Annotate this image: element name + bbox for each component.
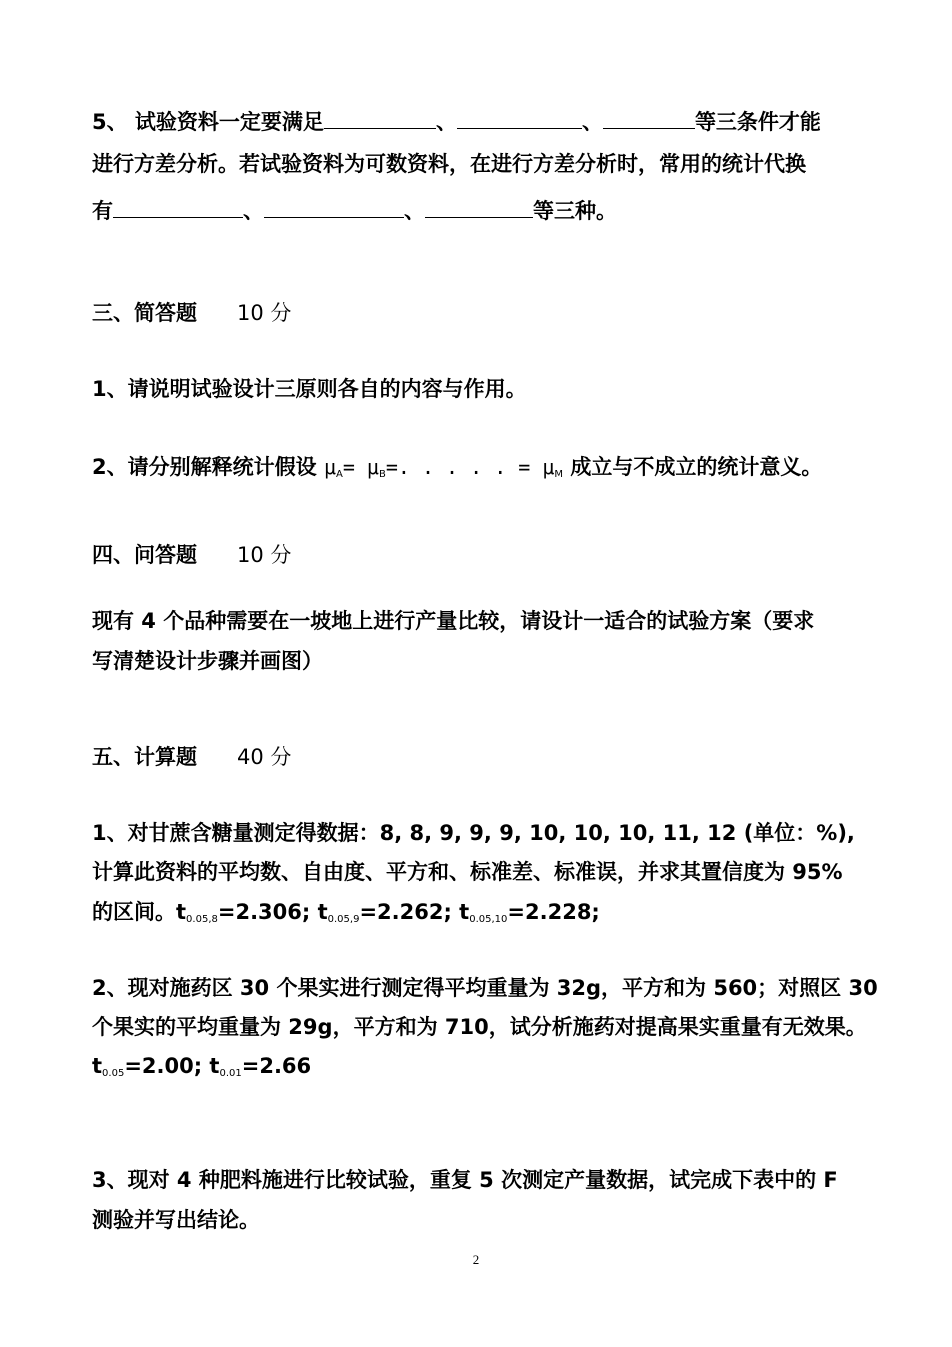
q5-text-d: 等三种。 [533, 199, 617, 223]
problem2-line-2: 个果实的平均重量为 29g，平方和为 710，试分析施药对提高果实重量有无效果。 [92, 1015, 867, 1039]
section3-q2 [92, 452, 872, 490]
q5-line-1 [92, 106, 872, 137]
blank-5 [264, 195, 404, 218]
problem2-line-1: 2、现对施药区 30 个果实进行测定得平均重量为 32g，平方和为 560；对照区 30 [92, 976, 878, 1000]
q2-eq-2: =. . . . . = μ [385, 455, 555, 479]
subscript-a: A [335, 469, 343, 480]
section5-title: 五、计算题 [92, 745, 197, 769]
p2-subscript-1: 0.05 [102, 1068, 125, 1079]
blank-1 [324, 106, 436, 129]
section3-score: 10 分 [237, 301, 292, 325]
q2-text-a: 2、请分别解释统计假设 [92, 455, 324, 479]
q5-text-c: 有 [92, 199, 113, 223]
section4-line-2: 写清楚设计步骤并画图） [92, 649, 323, 673]
p2-text-a: t [92, 1054, 103, 1078]
problem1-line-3 [92, 897, 872, 935]
blank-4 [113, 195, 243, 218]
subscript-m: M [554, 469, 564, 480]
p1-value-3: =2.228; [507, 900, 600, 924]
p1-value-1: =2.306; t [217, 900, 328, 924]
section5-score: 40 分 [237, 745, 292, 769]
section5-heading [92, 742, 872, 772]
q2-eq-1: = μ [342, 455, 379, 479]
q5-text-b: 等三条件才能 [694, 110, 821, 134]
q5-line-2: 进行方差分析。若试验资料为可数资料，在进行方差分析时，常用的统计代换 [92, 152, 806, 176]
p1-subscript-2: 0.05,9 [327, 914, 360, 925]
q2-text-b: 成立与不成立的统计意义。 [563, 455, 823, 479]
p2-subscript-2: 0.01 [219, 1068, 242, 1079]
q5-text-a: 5、 试验资料一定要满足 [92, 110, 324, 134]
mu-symbol: μ [323, 455, 336, 479]
problem3-line-1: 3、现对 4 种肥料施进行比较试验，重复 5 次测定产量数据，试完成下表中的 F [92, 1168, 838, 1192]
blank-2 [457, 106, 582, 129]
blank-3 [603, 106, 695, 129]
blank-6 [425, 195, 533, 218]
problem1-line-2: 计算此资料的平均数、自由度、平方和、标准差、标准误，并求其置信度为 95% [92, 860, 843, 884]
q5-sep-2: 、 [581, 110, 603, 134]
section4-line-1: 现有 4 个品种需要在一坡地上进行产量比较，请设计一适合的试验方案（要求 [92, 609, 815, 633]
problem2-line-3 [92, 1051, 872, 1089]
section4-score: 10 分 [237, 543, 292, 567]
page-number: 2 [472, 1252, 480, 1267]
section3-q1: 1、请说明试验设计三原则各自的内容与作用。 [92, 377, 527, 401]
p1-value-2: =2.262; t [359, 900, 470, 924]
p1-subscript-3: 0.05,10 [469, 914, 508, 925]
section3-title: 三、简答题 [92, 301, 197, 325]
problem1-line-1: 1、对甘蔗含糖量测定得数据：8, 8, 9, 9, 9, 10, 10, 10, 11, 12 (单位：%), [92, 821, 855, 845]
q5-sep-3: 、 [243, 199, 264, 223]
q5-sep-4: 、 [404, 199, 425, 223]
p2-value-2: =2.66 [241, 1054, 312, 1078]
p2-value-1: =2.00; t [124, 1054, 220, 1078]
section3-heading [92, 298, 872, 328]
q5-line-3 [92, 195, 872, 226]
section4-heading [92, 540, 872, 570]
q5-sep-1: 、 [435, 110, 457, 134]
section4-title: 四、问答题 [92, 543, 197, 567]
p1-subscript-1: 0.05,8 [186, 914, 218, 925]
problem3-line-2: 测验并写出结论。 [92, 1208, 260, 1232]
subscript-b: B [378, 469, 386, 480]
p1-text-a: 的区间。t [92, 900, 187, 924]
